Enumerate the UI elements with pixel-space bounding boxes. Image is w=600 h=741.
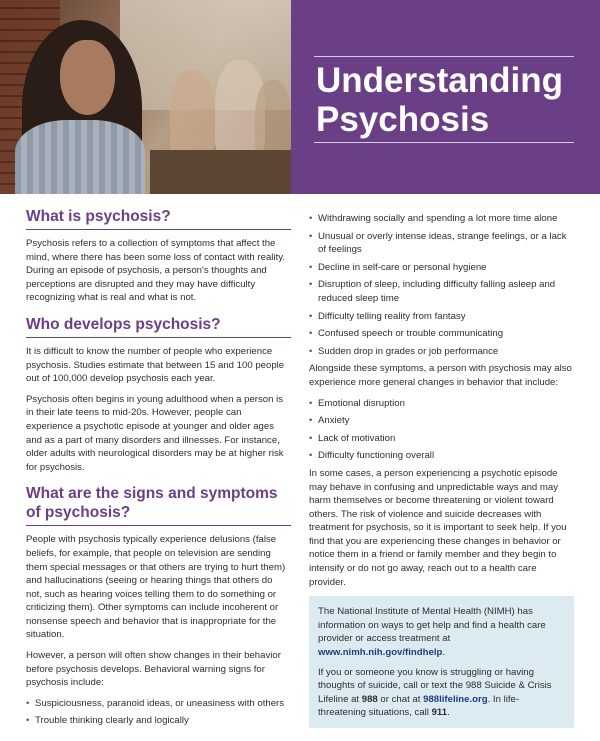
nimh-findhelp-link[interactable]: www.nimh.nih.gov/findhelp: [318, 647, 443, 659]
callout-paragraph-lifeline: [318, 666, 565, 720]
right-column: [309, 212, 574, 728]
title-line: Psychosis: [316, 100, 490, 139]
list-item: • Anxiety: [309, 414, 574, 428]
callout-text: . In life-threatening situations, call: [318, 693, 520, 719]
woman-face: [60, 40, 115, 115]
list-item: • Difficulty telling reality from fantasy: [309, 310, 574, 324]
title-rule-bottom: [314, 142, 574, 143]
warning-signs-list-continued: [309, 212, 574, 358]
heading-what-is-psychosis: What is psychosis?: [26, 207, 291, 230]
callout-text: .: [442, 647, 446, 659]
woman-shirt: [15, 120, 145, 194]
list-item: • Trouble thinking clearly and logically: [26, 714, 291, 728]
paragraph: People with psychosis typically experience delusions (false beliefs, for example, that people on television are sending them special messages or that others are trying to hurt them) and hallucinations (seeing or hearing things that others do not, such as hearing voices telling them to do something or criticizing them). Other symptoms can include incoherent or nonsense speech and behavior that is inappropriate for the situation.: [26, 534, 286, 641]
emergency-number: 911: [431, 707, 448, 719]
list-item: • Lack of motivation: [309, 432, 574, 446]
paragraph: It is difficult to know the number of people who experience psychosis. Studies estimate that between 15 and 100 people out of 100,000 develop psychosis each year.: [26, 345, 285, 385]
callout-text: .: [447, 707, 450, 719]
background-person: [255, 80, 291, 160]
heading-who-develops: Who develops psychosis?: [26, 315, 291, 338]
list-item: • Decline in self-care or personal hygiene: [309, 261, 574, 275]
background-person: [170, 70, 215, 160]
title-line: Understanding: [316, 61, 563, 100]
list-item: • Suspiciousness, paranoid ideas, or uneasiness with others: [26, 697, 291, 711]
title-rule-top: [314, 56, 574, 57]
list-item: • Difficulty functioning overall: [309, 449, 574, 463]
paragraph: Psychosis often begins in young adulthood when a person is in their late teens to mid-20s. However, people can experience a psychotic episode at younger and older ages and as a part of many disorders and illnesses. For instance, older adults with neurological disorders may be at higher risk for psychosis.: [26, 393, 284, 473]
callout-text: If you or someone you know is struggling or having thoughts of suicide, call or text the 988 Suicide & Crisis Lifeline at: [318, 666, 552, 705]
list-item: • Withdrawing socially and spending a lot more time alone: [309, 212, 574, 226]
list-item: • Unusual or overly intense ideas, strange feelings, or a lack of feelings: [309, 230, 574, 257]
page-title: [316, 61, 586, 139]
callout-paragraph-nimh: [318, 605, 565, 659]
header-banner: [0, 0, 600, 194]
left-column: [26, 207, 291, 732]
callout-text: or chat at: [377, 693, 424, 705]
lifeline-link[interactable]: 988lifeline.org: [423, 693, 488, 705]
paragraph: However, a person will often show changes in their behavior before psychosis develops. Behavioral warning signs for psychosis include:: [26, 650, 281, 689]
general-changes-list: [309, 397, 574, 463]
background-table: [150, 150, 291, 194]
warning-signs-list: [26, 697, 291, 728]
list-item: • Disruption of sleep, including difficulty falling asleep and reduced sleep time: [309, 278, 574, 305]
paragraph: In some cases, a person experiencing a psychotic episode may behave in confusing and unpredictable ways and may harm themselves or become threatening or violent toward others. The risk of violence and suicide decreases with treatment for psychosis, so it is important to seek help. If you find that you are experiencing these changes in behavior or notice them in a friend or family member and they begin to intensify or do not go away, reach out to a health care provider.: [309, 467, 567, 588]
list-item: • Emotional disruption: [309, 397, 574, 411]
heading-signs-symptoms: What are the signs and symptoms of psychosis?: [26, 484, 291, 526]
paragraph: Psychosis refers to a collection of symptoms that affect the mind, where there has been some loss of contact with reality. During an episode of psychosis, a person's thoughts and perceptions are disrupted and they may have difficulty recognizing what is real and what is not.: [26, 238, 285, 304]
callout-text: The National Institute of Mental Health (NIMH) has information on ways to get help and find a health care provider or access treatment at: [318, 606, 546, 645]
lifeline-number: 988: [361, 693, 378, 705]
list-item: • Confused speech or trouble communicating: [309, 327, 574, 341]
list-item: • Sudden drop in grades or job performance: [309, 345, 574, 359]
header-photo: [0, 0, 291, 194]
paragraph: Alongside these symptoms, a person with psychosis may also experience more general changes in behavior that include:: [309, 363, 572, 388]
help-callout-box: [309, 596, 574, 728]
